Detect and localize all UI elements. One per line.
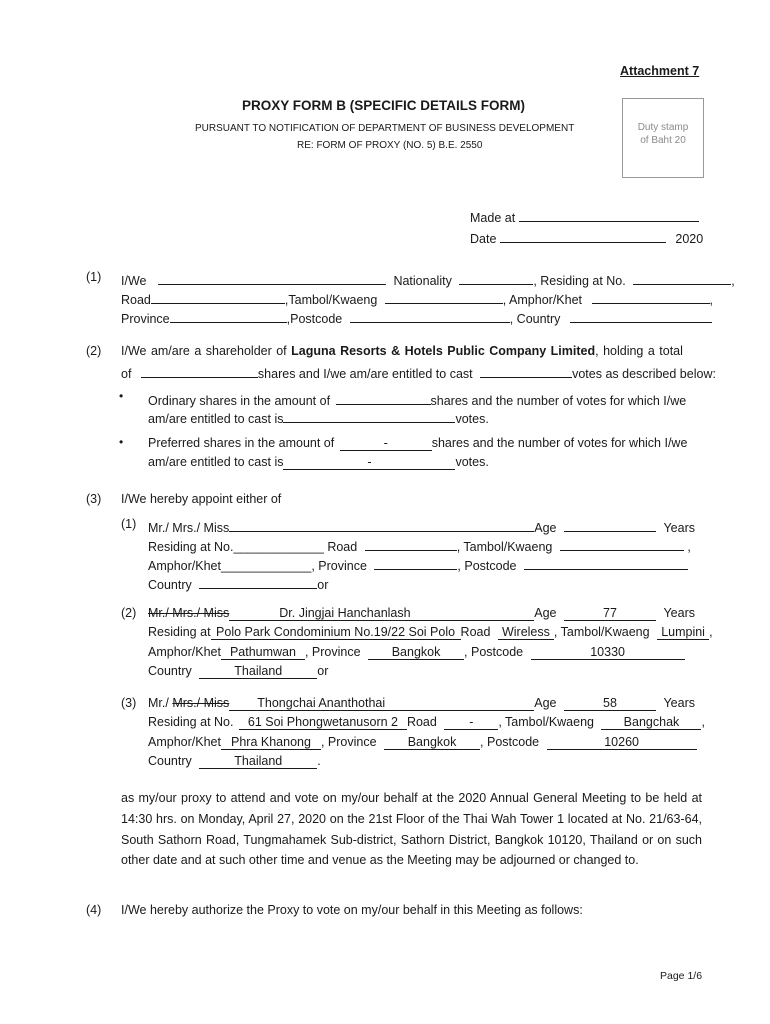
proxy-1-residing-label: Residing at No. <box>148 540 234 554</box>
proxy-2-amphor-label: Amphor/Khet <box>148 645 221 659</box>
proxy-1-province-field[interactable] <box>374 555 457 570</box>
votes-label: votes. <box>455 455 489 469</box>
proxy-3-age-label: Age <box>534 696 557 710</box>
proxy-3-residing-label: Residing at No. <box>148 715 234 729</box>
entitled-text: shares and I/we am/are entitled to cast <box>257 367 473 381</box>
proxy-2-country-field[interactable]: Thailand <box>199 664 317 679</box>
proxy-2-age-label: Age <box>534 606 557 620</box>
proxy-3-postcode-label: , Postcode <box>480 735 540 749</box>
iwe-label: I/We <box>121 274 147 288</box>
proxy-3-line-1 <box>148 696 695 711</box>
proxy-2-name: Dr. Jingjai Hanchanlash <box>279 606 411 620</box>
proxy-3-title: Mr./ <box>148 696 169 710</box>
proxy-1-no-field[interactable]: _____________ <box>233 540 324 554</box>
proxy-1-age-label: Age <box>534 521 557 535</box>
proxy-3-road-label: Road <box>406 715 437 729</box>
of-label: of <box>121 367 132 381</box>
s2-line-2 <box>121 363 716 381</box>
proxy-1-or: or <box>317 578 329 592</box>
votes-label: votes. <box>455 412 489 426</box>
proxy-2-road-field[interactable]: Wireless <box>498 625 554 640</box>
date-year: 2020 <box>675 232 704 246</box>
postcode-field[interactable] <box>350 308 510 323</box>
proxy-3-country-label: Country <box>148 754 192 768</box>
proxy-1-postcode-field[interactable] <box>524 555 688 570</box>
province-label: Province <box>121 312 170 326</box>
ordinary-line-1 <box>148 390 686 408</box>
proxy-1-tambol-field[interactable] <box>560 536 684 551</box>
residing-no-field[interactable] <box>633 270 731 285</box>
s1-line-3 <box>121 308 712 326</box>
proxy-2-province-label: , Province <box>304 645 361 659</box>
company-name: Laguna Resorts & Hotels Public Company Limited <box>291 344 596 358</box>
s1-line-2 <box>121 289 713 307</box>
proxy-3-province-label: , Province <box>320 735 377 749</box>
amphor-label: , Amphor/Khet <box>502 293 583 307</box>
section-4-number: (4) <box>86 903 102 917</box>
proxy-2-line-4 <box>148 664 328 679</box>
nationality-label: Nationality <box>393 274 452 288</box>
made-at-label: Made at <box>470 211 516 225</box>
proxy-1-country-field[interactable] <box>199 574 317 589</box>
proxy-3-tambol-label: , Tambol/Kwaeng <box>498 715 594 729</box>
proxy-1-title: Mr./ Mrs./ Miss <box>148 521 230 535</box>
name-field[interactable] <box>158 270 386 285</box>
proxy-2-province-field[interactable]: Bangkok <box>368 645 464 660</box>
proxy-1-road-field[interactable] <box>365 536 457 551</box>
proxy-3-address-field[interactable]: 61 Soi Phongwetanusorn 2 <box>239 715 407 730</box>
ordinary-line-2 <box>148 408 489 426</box>
preferred-line-2 <box>148 455 489 470</box>
comma: , <box>687 540 691 554</box>
proxy-1-age-field[interactable] <box>564 517 656 532</box>
proxy-2-road-label: Road <box>460 625 491 639</box>
date-line <box>470 228 703 246</box>
proxy-1-amphor-field[interactable]: _____________ <box>220 559 312 573</box>
proxy-2-age-field[interactable]: 77 <box>564 606 656 621</box>
proxy-1-line-2 <box>148 536 691 554</box>
proxy-2-amphor-field[interactable]: Pathumwan <box>221 645 305 660</box>
proxy-1-province-label: , Province <box>311 559 367 573</box>
votes-desc-text: votes as described below: <box>572 367 716 381</box>
proxy-2-residing-label: Residing at <box>148 625 211 639</box>
proxy-3-line-3 <box>148 735 697 750</box>
proxy-3-line-2 <box>148 715 705 730</box>
form-subtitle-2: RE: FORM OF PROXY (NO. 5) B.E. 2550 <box>297 140 483 151</box>
preferred-votes-text: shares and the number of votes for which I/we <box>431 436 688 450</box>
country-field[interactable] <box>570 308 712 323</box>
stamp-text-1: Duty stamp <box>637 122 689 133</box>
section-2-number: (2) <box>86 344 102 358</box>
bullet-icon: • <box>119 435 124 449</box>
proxy-3-country-field[interactable]: Thailand <box>199 754 317 769</box>
preferred-cast-label: am/are entitled to cast is <box>148 455 284 469</box>
comma: , <box>731 274 735 288</box>
authorize-text: I/We hereby authorize the Proxy to vote on my/our behalf in this Meeting as follows: <box>121 903 583 917</box>
made-at-field[interactable] <box>519 207 699 222</box>
proxy-2-postcode-field[interactable]: 10330 <box>531 645 685 660</box>
proxy-3-province-field[interactable]: Bangkok <box>384 735 480 750</box>
postcode-label: ,Postcode <box>286 312 343 326</box>
proxy-2-country-label: Country <box>148 664 192 678</box>
proxy-1-postcode-label: , Postcode <box>457 559 517 573</box>
proxy-2-tambol-field[interactable]: Lumpini <box>657 625 709 640</box>
preferred-votes-field[interactable]: - <box>283 455 455 470</box>
road-field[interactable] <box>151 289 285 304</box>
proxy-3-number: (3) <box>121 696 137 710</box>
duty-stamp-box <box>622 98 704 178</box>
proxy-3-name-field[interactable] <box>229 696 534 711</box>
made-at-line <box>470 207 699 225</box>
total-votes-field[interactable] <box>480 363 572 378</box>
ordinary-label: Ordinary shares in the amount of <box>148 394 331 408</box>
nationality-field[interactable] <box>459 270 533 285</box>
proxy-3-title-struck: Mrs./ Miss <box>172 696 230 710</box>
total-shares-field[interactable] <box>141 363 258 378</box>
proxy-2-address-field[interactable]: Polo Park Condominium No.19/22 Soi Polo <box>211 625 461 640</box>
proxy-1-years-label: Years <box>663 521 695 535</box>
proxy-1-number: (1) <box>121 517 137 531</box>
proxy-3-name: Thongchai Ananthothai <box>257 696 386 710</box>
proxy-3-road-field[interactable]: - <box>444 715 498 730</box>
ordinary-votes-field[interactable] <box>283 408 455 423</box>
tambol-field[interactable] <box>385 289 503 304</box>
proxy-1-line-1 <box>148 517 695 535</box>
proxy-2-years-label: Years <box>663 606 695 620</box>
proxy-3-amphor-label: Amphor/Khet <box>148 735 221 749</box>
section-1-number: (1) <box>86 270 102 284</box>
date-field[interactable] <box>500 228 666 243</box>
proxy-3-tambol-field[interactable]: Bangchak <box>601 715 701 730</box>
form-subtitle-1: PURSUANT TO NOTIFICATION OF DEPARTMENT OF BUSINESS DEVELOPMENT <box>195 123 575 134</box>
proxy-3-years-label: Years <box>663 696 695 710</box>
bullet-icon: • <box>119 389 124 403</box>
proxy-2-tambol-label: , Tambol/Kwaeng <box>553 625 650 639</box>
s1-line-1 <box>121 270 735 288</box>
proxy-2-or: or <box>317 664 329 678</box>
proxy-2-line-1 <box>148 606 695 621</box>
attachment-label: Attachment 7 <box>620 64 700 78</box>
s2-line-1 <box>121 344 683 358</box>
proxy-2-name-field[interactable] <box>229 606 534 621</box>
comma: , <box>701 715 705 729</box>
proxy-1-line-4 <box>148 574 328 592</box>
section-3-number: (3) <box>86 492 102 506</box>
proxy-2-title: Mr./ Mrs./ Miss <box>148 606 230 620</box>
road-label: Road <box>121 293 151 307</box>
proxy-3-amphor-field[interactable]: Phra Khanong <box>221 735 321 750</box>
proxy-2-postcode-label: , Postcode <box>464 645 524 659</box>
proxy-1-amphor-label: Amphor/Khet <box>148 559 221 573</box>
comma: , <box>709 293 713 307</box>
proxy-1-name-field[interactable] <box>229 517 534 532</box>
proxy-1-country-label: Country <box>148 578 192 592</box>
proxy-3-postcode-field[interactable]: 10260 <box>547 735 697 750</box>
comma: , <box>709 625 713 639</box>
appoint-intro: I/We hereby appoint either of <box>121 492 282 506</box>
proxy-3-line-4 <box>148 754 321 769</box>
tambol-label: ,Tambol/Kwaeng <box>284 293 378 307</box>
proxy-2-number: (2) <box>121 606 137 620</box>
country-label: , Country <box>509 312 561 326</box>
page-number: Page 1/6 <box>660 970 703 982</box>
date-label: Date <box>470 232 497 246</box>
proxy-1-tambol-label: , Tambol/Kwaeng <box>456 540 553 554</box>
proxy-3-age-field[interactable]: 58 <box>564 696 656 711</box>
preferred-shares-field[interactable]: - <box>340 436 432 451</box>
residing-label: , Residing at No. <box>533 274 626 288</box>
proxy-1-line-3 <box>148 555 688 573</box>
shareholder-text: I/We am/are a shareholder of <box>121 344 287 358</box>
form-title: PROXY FORM B (SPECIFIC DETAILS FORM) <box>242 98 526 113</box>
proxy-2-line-2 <box>148 625 713 640</box>
holding-text: , holding a total <box>595 344 683 358</box>
amphor-field[interactable] <box>592 289 710 304</box>
proxy-paragraph: as my/our proxy to attend and vote on my/our behalf at the 2020 Annual General Meeting to be held at 14:30 hrs. on Monday, April 27, 2020 on the 21st Floor of the Thai Wah Tower 1 located at No. 21/63-64, South Sathorn Road, Tungmahamek Sub-district, Sathorn District, Bangkok 10120, Thailand or on such other date and at such other time and venue as the Meeting may be adjourned or changed to. <box>121 791 702 868</box>
province-field[interactable] <box>170 308 287 323</box>
ordinary-votes-text: shares and the number of votes for which I/we <box>430 394 687 408</box>
ordinary-shares-field[interactable] <box>336 390 431 405</box>
preferred-line-1 <box>148 436 687 451</box>
stamp-text-2: of Baht 20 <box>640 135 686 146</box>
proxy-1-road-label: Road <box>327 540 358 554</box>
preferred-label: Preferred shares in the amount of <box>148 436 335 450</box>
proxy-2-line-3 <box>148 645 685 660</box>
proxy-3-period: . <box>317 754 321 768</box>
ordinary-cast-label: am/are entitled to cast is <box>148 412 284 426</box>
